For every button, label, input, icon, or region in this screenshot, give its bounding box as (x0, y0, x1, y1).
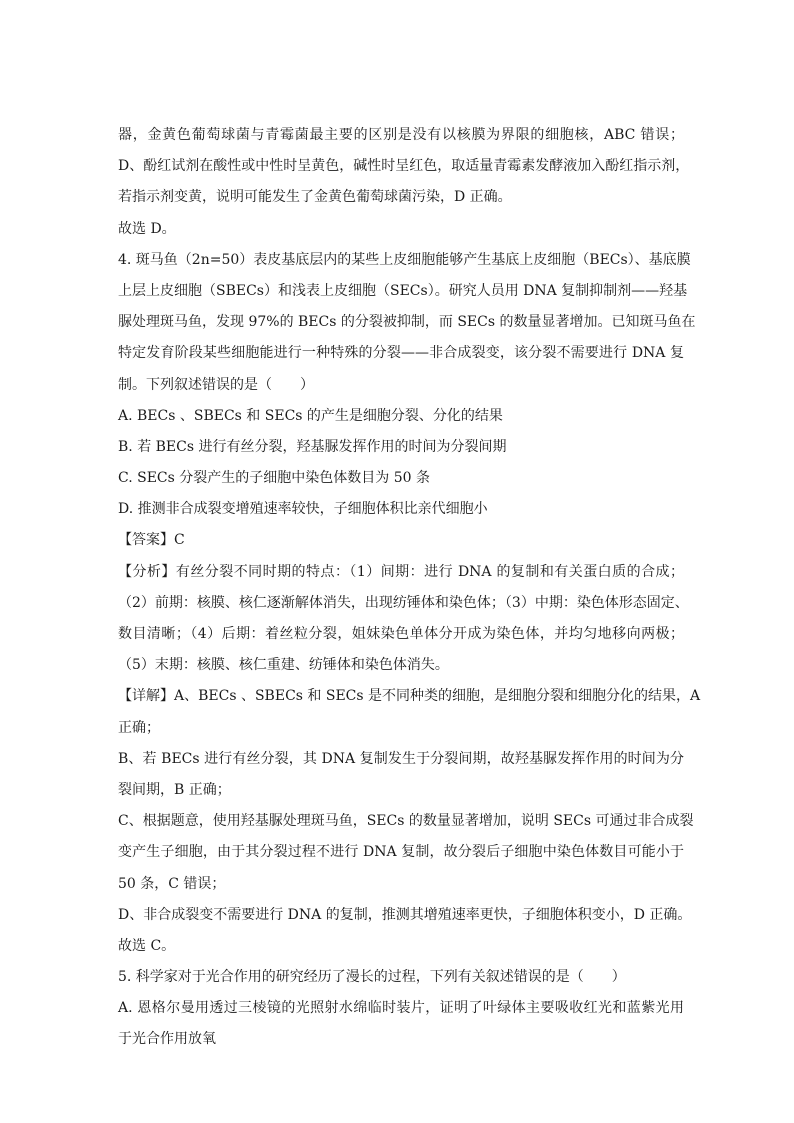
text-line: 故选 D。 (118, 220, 176, 237)
text-line: D、酚红试剂在酸性或中性时呈黄色，碱性时呈红色，取适量青霉素发酵液加入酚红指示剂， (118, 158, 690, 175)
analysis-line: 【分析】有丝分裂不同时期的特点：（1）间期：进行 DNA 的复制和有关蛋白质的合成； (118, 563, 684, 580)
explanation-line: 故选 C。 (118, 937, 176, 954)
analysis-line: 数目清晰；（4）后期：着丝粒分裂，姐妹染色单体分开成为染色体，并均匀地移向两极； (118, 626, 684, 642)
option-a: A. BECs 、SBECs 和 SECs 的产生是细胞分裂、分化的结果 (118, 407, 503, 424)
text-line: 器，金黄色葡萄球菌与青霉菌最主要的区别是没有以核膜为界限的细胞核，ABC 错误； (118, 127, 684, 143)
analysis-line: （5）末期：核膜、核仁重建、纺锤体和染色体消失。 (118, 657, 449, 674)
option-d: D. 推测非合成裂变增殖速率较快，子细胞体积比亲代细胞小 (118, 501, 488, 518)
explanation-line: B、若 BECs 进行有丝分裂，其 DNA 复制发生于分裂间期，故羟基脲发挥作用的时间为分 (118, 750, 684, 767)
explanation-line: 正确； (118, 719, 160, 736)
analysis-line: （2）前期：核膜、核仁逐渐解体消失，出现纺锤体和染色体；（3）中期：染色体形态固定、 (118, 594, 689, 611)
explanation-line: 【详解】A、BECs 、SBECs 和 SECs 是不同种类的细胞，是细胞分裂和细胞分化的结果，A (118, 688, 701, 705)
document-page (118, 120, 701, 1056)
question-5-stem: 5. 科学家对于光合作用的研究经历了漫长的过程，下列有关叙述错误的是（ ） (118, 969, 626, 986)
explanation-line: 变产生子细胞，由于其分裂过程不进行 DNA 复制，故分裂后子细胞中染色体数目可能小于 (118, 844, 684, 861)
explanation-line: 裂间期，B 正确； (118, 781, 231, 798)
explanation-line: 50 条，C 错误； (118, 875, 226, 892)
text-line: 若指示剂变黄，说明可能发生了金黄色葡萄球菌污染，D 正确。 (118, 189, 512, 206)
question-4-stem: 上层上皮细胞（SBECs）和浅表上皮细胞（SECs）。研究人员用 DNA 复制抑制剂——羟基 (118, 282, 688, 299)
question-4-stem: 特定发育阶段某些细胞能进行一种特殊的分裂——非合成裂变，该分裂不需要进行 DNA 复 (118, 345, 684, 362)
option-a: 于光合作用放氧 (118, 1031, 216, 1048)
question-4-stem: 制。下列叙述错误的是（ ） (118, 376, 314, 393)
question-4-stem: 4. 斑马鱼（2n=50）表皮基底层内的某些上皮细胞能够产生基底上皮细胞（BECs）、基底膜 (118, 251, 691, 268)
answer-line: 【答案】C (118, 532, 185, 549)
explanation-line: C、根据题意，使用羟基脲处理斑马鱼，SECs 的数量显著增加，说明 SECs 可通过非合成裂 (118, 813, 694, 830)
question-4-stem: 脲处理斑马鱼，发现 97%的 BECs 的分裂被抑制，而 SECs 的数量显著增加。已知斑马鱼在 (118, 314, 696, 331)
explanation-line: D、非合成裂变不需要进行 DNA 的复制，推测其增殖速率更快，子细胞体积变小，D 正确。 (118, 906, 692, 923)
option-c: C. SECs 分裂产生的子细胞中染色体数目为 50 条 (118, 470, 430, 487)
option-b: B. 若 BECs 进行有丝分裂，羟基脲发挥作用的时间为分裂间期 (118, 438, 507, 455)
option-a: A. 恩格尔曼用透过三棱镜的光照射水绵临时装片，证明了叶绿体主要吸收红光和蓝紫光用 (118, 1000, 684, 1017)
